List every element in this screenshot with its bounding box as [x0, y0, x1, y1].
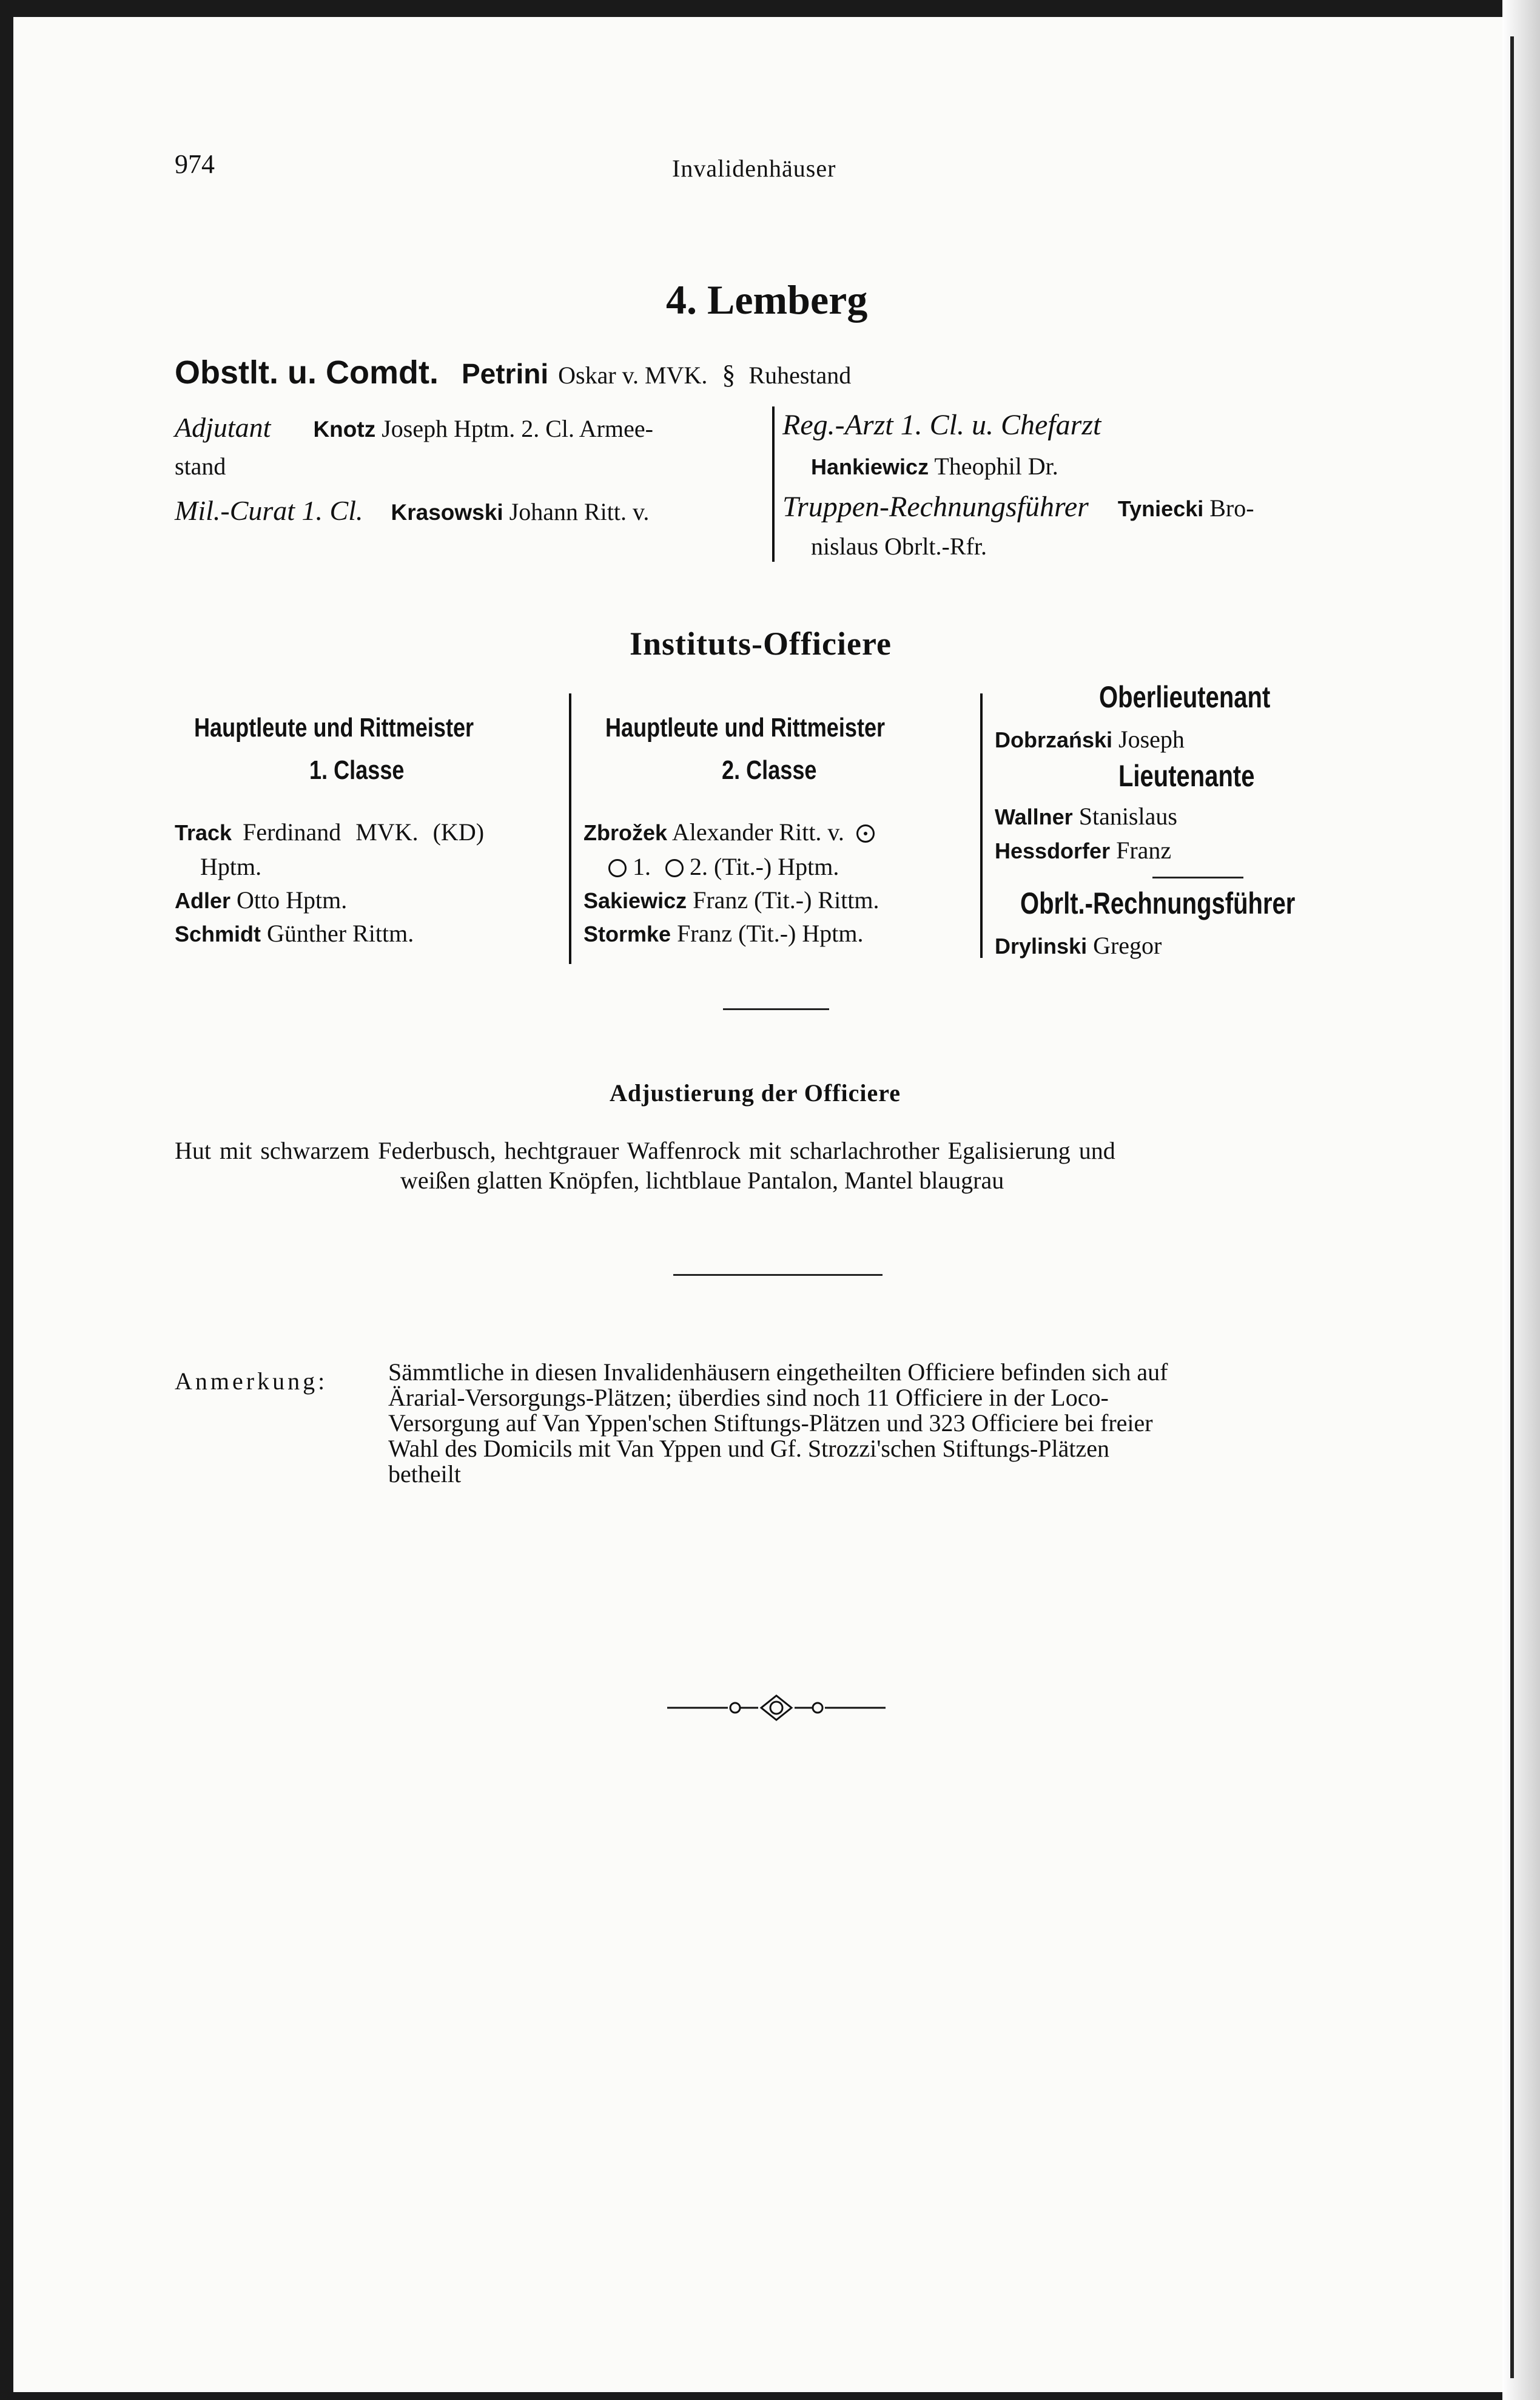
paymaster-line: [782, 490, 1254, 524]
section-title: 4. Lemberg: [666, 277, 868, 323]
order-medal-icon: [856, 824, 875, 843]
decoration-icon: [608, 859, 627, 877]
curat-name: Krasowski: [391, 500, 503, 525]
page-edge: [1502, 0, 1540, 2400]
col3-lt1-rest: Stanislaus: [1078, 803, 1177, 830]
paymaster-name: Tyniecki: [1117, 496, 1204, 521]
note-line1: Sämmtliche in diesen Invalidenhäusern eingetheilten Officiere befinden sich auf: [388, 1358, 1168, 1386]
col1-heading-line1: Hauptleute und Rittmeister: [194, 713, 474, 743]
note-line2: Ärarial-Versorgungs-Plätzen; überdies sind noch 11 Officiere in der Loco-: [388, 1384, 1109, 1411]
note-line3: Versorgung auf Van Yppen'schen Stiftungs-Plätzen und 323 Officiere bei freier: [388, 1409, 1153, 1437]
col1-entry2: [175, 886, 347, 914]
page-number: 974: [175, 149, 215, 179]
doctor-title: Reg.-Arzt 1. Cl. u. Chefarzt: [782, 409, 1101, 441]
col1-entry3-rest: Günther Rittm.: [267, 920, 414, 947]
note-line4: Wahl des Domicils mit Van Yppen und Gf. Strozzi'schen Stiftungs-Plätzen: [388, 1435, 1110, 1462]
binding-edge-line: [1510, 36, 1514, 2378]
col3-rf-rest: Gregor: [1093, 932, 1162, 959]
col2-entry2: [583, 886, 879, 914]
col3-separator: [1152, 877, 1243, 878]
doctor-name: Hankiewicz: [811, 454, 929, 479]
col1-entry2-name: Adler: [175, 888, 231, 913]
ruhestand-icon: §: [722, 360, 736, 389]
adjutant-name: Knotz: [313, 417, 376, 442]
col3-lt-heading: Lieutenante: [1118, 759, 1255, 793]
col2-entry1-cont-a: 1.: [633, 853, 651, 880]
doctor-line: [811, 452, 1058, 480]
paymaster-title: Truppen-Rechnungsführer: [782, 491, 1089, 523]
section-rule-2: [673, 1274, 883, 1276]
adjutant-title: Adjutant: [175, 412, 271, 443]
uniform-heading: Adjustierung der Officiere: [610, 1079, 901, 1107]
col1-entry2-rest: Otto Hptm.: [237, 886, 348, 914]
col2-entry1-cont: [608, 852, 839, 881]
col3-rf-heading: Obrlt.-Rechnungsführer: [1020, 886, 1296, 920]
ornament-icon: [667, 1693, 886, 1723]
col3-oberlt-name: Dobrzański: [995, 727, 1113, 752]
officers-divider-2: [980, 693, 983, 958]
col3-oberlt-rest: Joseph: [1118, 726, 1185, 753]
col3-rf-entry: [995, 931, 1162, 960]
uniform-line2: weißen glatten Knöpfen, lichtblaue Pantalon, Mantel blaugrau: [400, 1167, 1004, 1194]
col1-entry3: [175, 919, 414, 948]
col3-rf-name: Drylinski: [995, 934, 1088, 959]
adjutant-line: [175, 411, 653, 443]
col3-oberlt-heading: Oberlieutenant: [1099, 680, 1271, 714]
col3-lt2-rest: Franz: [1116, 837, 1172, 864]
paymaster-details: Bro-: [1209, 494, 1254, 522]
curat-details: Johann Ritt. v.: [509, 498, 650, 525]
col2-entry3-name: Stormke: [583, 922, 671, 946]
officers-heading: Instituts-Officiere: [630, 625, 892, 662]
adjutant-details: Joseph Hptm. 2. Cl. Armee-: [382, 415, 653, 442]
col1-entry3-name: Schmidt: [175, 922, 261, 946]
col2-heading-line2: 2. Classe: [722, 755, 817, 785]
commandant-rank: Obstlt. u. Comdt.: [175, 354, 439, 391]
col2-entry1-name: Zbrožek: [583, 820, 668, 845]
col1-heading-line2: 1. Classe: [309, 755, 405, 785]
section-rule-1: [723, 1008, 829, 1010]
uniform-line1: Hut mit schwarzem Federbusch, hechtgrauer Waffenrock mit scharlachrother Egalisierung und: [175, 1137, 1115, 1164]
col2-entry2-name: Sakiewicz: [583, 888, 687, 913]
col2-entry1-cont-b: 2. (Tit.-) Hptm.: [690, 853, 839, 880]
col2-entry2-rest: Franz (Tit.-) Rittm.: [693, 886, 879, 914]
commandant-status: Ruhestand: [748, 362, 852, 389]
col3-lt2-entry: [995, 836, 1171, 865]
officers-divider-1: [569, 693, 571, 964]
doctor-details: Theophil Dr.: [934, 453, 1058, 480]
col1-entry1-rest: Ferdinand MVK. (KD): [243, 818, 485, 846]
commandant-line: [175, 354, 851, 391]
decoration-icon: [665, 859, 684, 877]
curat-title: Mil.-Curat 1. Cl.: [175, 495, 363, 526]
paymaster-details-cont: nislaus Obrlt.-Rfr.: [811, 533, 987, 560]
col2-entry1: [583, 818, 875, 846]
col3-oberlt-entry: [995, 725, 1185, 753]
col1-entry1-cont: Hptm.: [200, 853, 262, 880]
col3-lt1-name: Wallner: [995, 804, 1073, 829]
note-label: Anmerkung:: [175, 1367, 328, 1395]
col3-lt2-name: Hessdorfer: [995, 838, 1111, 863]
col1-entry1: [175, 818, 484, 846]
col3-lt1-entry: [995, 802, 1177, 831]
commandant-name: Petrini: [461, 358, 549, 389]
note-line5: betheilt: [388, 1460, 461, 1488]
commandant-details: Oskar v. MVK.: [558, 362, 708, 389]
curat-line: [175, 494, 649, 527]
col2-entry3: [583, 919, 863, 948]
col1-entry1-name: Track: [175, 820, 232, 845]
adjutant-details-cont: stand: [175, 453, 226, 480]
running-title: Invalidenhäuser: [672, 155, 836, 182]
col2-entry3-rest: Franz (Tit.-) Hptm.: [677, 920, 864, 947]
staff-column-divider: [772, 406, 775, 562]
col2-entry1-rest: Alexander Ritt. v.: [671, 818, 844, 846]
col2-heading-line1: Hauptleute und Rittmeister: [605, 713, 886, 743]
